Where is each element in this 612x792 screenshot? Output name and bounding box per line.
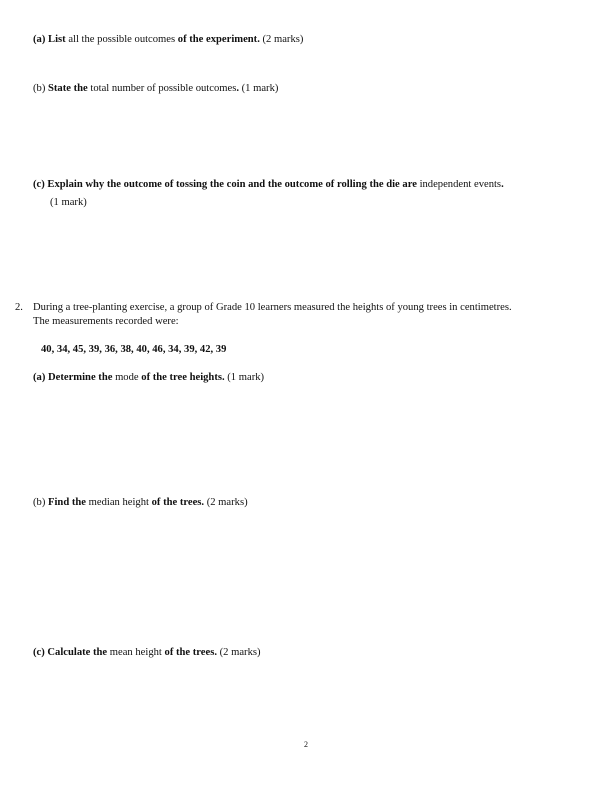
q2c-body: mean height bbox=[107, 647, 165, 658]
q1b-body: total number of possible outcomes bbox=[87, 83, 237, 94]
q1c-text bbox=[33, 178, 504, 191]
q2b-marks: (2 marks) bbox=[204, 497, 248, 508]
q2-data: 40, 34, 45, 39, 36, 38, 40, 46, 34, 39, 42, 39 bbox=[41, 344, 227, 355]
q1c-body: (c) Explain why the outcome of tossing the coin and the outcome of rolling the die are bbox=[33, 179, 417, 190]
q1b-label: (b) bbox=[33, 83, 49, 94]
q2c-marks: (2 marks) bbox=[216, 647, 261, 658]
q1c-period: . bbox=[501, 179, 504, 190]
q2a-tail: of the tree heights. bbox=[141, 372, 225, 383]
q2c-label: (c) Calculate the bbox=[33, 647, 108, 658]
q2a-marks: (1 mark) bbox=[224, 372, 265, 383]
q1c-tail: independent events bbox=[416, 179, 502, 190]
q1a-label: (a) List bbox=[33, 34, 66, 45]
q2b-body: median height bbox=[85, 497, 152, 508]
q2-intro-line2: The measurements recorded were: bbox=[33, 316, 179, 327]
q1b-verb: State the bbox=[48, 83, 88, 94]
q2b-verb: Find the bbox=[48, 497, 86, 508]
q2c-tail: of the trees. bbox=[164, 647, 217, 658]
q2c-text bbox=[33, 646, 261, 659]
q1b-marks: (1 mark) bbox=[238, 83, 279, 94]
q1c-marks: (1 mark) bbox=[50, 197, 87, 208]
q2a-text bbox=[33, 371, 264, 384]
page-number: 2 bbox=[304, 740, 308, 749]
q1a-tail: of the experiment. bbox=[177, 34, 260, 45]
q2b-text bbox=[33, 496, 248, 509]
q1b-text bbox=[33, 82, 278, 95]
q1b-period: . bbox=[236, 83, 239, 94]
q1a-text bbox=[33, 33, 303, 46]
q1a-marks: (2 marks) bbox=[259, 34, 304, 45]
q2a-label: (a) Determine the bbox=[33, 372, 113, 383]
q1a-body: all the possible outcomes bbox=[65, 34, 178, 45]
q2b-tail: of the trees. bbox=[151, 497, 205, 508]
q2b-label: (b) bbox=[33, 497, 49, 508]
q2-number: 2. bbox=[15, 302, 23, 313]
q2-intro-line1: During a tree-planting exercise, a group of Grade 10 learners measured the heights of young trees in centimetres. bbox=[33, 302, 512, 313]
q2a-body: mode bbox=[112, 372, 142, 383]
